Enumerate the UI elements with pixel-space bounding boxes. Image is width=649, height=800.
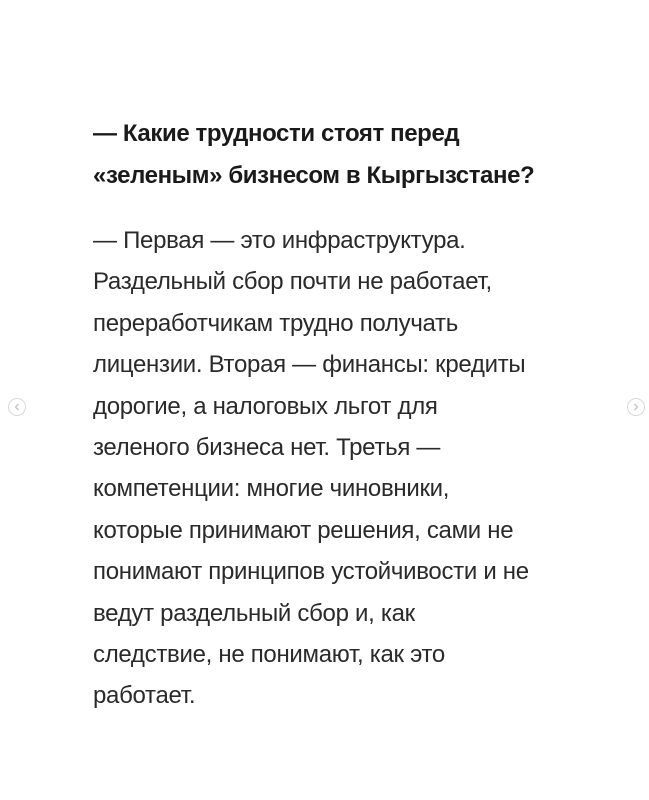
chevron-right-icon: [632, 403, 640, 411]
answer-line: ведут раздельный сбор и, как: [93, 599, 415, 627]
answer-line: следствие, не понимают, как это: [93, 641, 445, 669]
question-line-2: «зеленым» бизнесом в Кыргызстане?: [93, 162, 535, 189]
answer-line: Раздельный сбор почти не работает,: [93, 268, 492, 296]
answer-line: работает.: [93, 682, 196, 710]
question-line-1: — Какие трудности стоят перед: [93, 120, 460, 147]
answer-line: дорогие, а налоговых льгот для: [93, 392, 438, 420]
interview-answer: [93, 220, 623, 717]
answer-line: лицензии. Вторая — финансы: кредиты: [93, 351, 526, 379]
next-slide-button[interactable]: [627, 398, 645, 416]
answer-line: переработчикам трудно получать: [93, 309, 458, 337]
chevron-left-icon: [13, 403, 21, 411]
answer-line: которые принимают решения, сами не: [93, 516, 514, 544]
answer-line: зеленого бизнеса нет. Третья —: [93, 434, 441, 462]
answer-line: — Первая — это инфраструктура.: [93, 227, 466, 254]
previous-slide-button[interactable]: [8, 398, 26, 416]
answer-line: компетенции: многие чиновники,: [93, 475, 450, 503]
answer-line: понимают принципов устойчивости и не: [93, 558, 529, 586]
interview-question: [93, 113, 623, 197]
